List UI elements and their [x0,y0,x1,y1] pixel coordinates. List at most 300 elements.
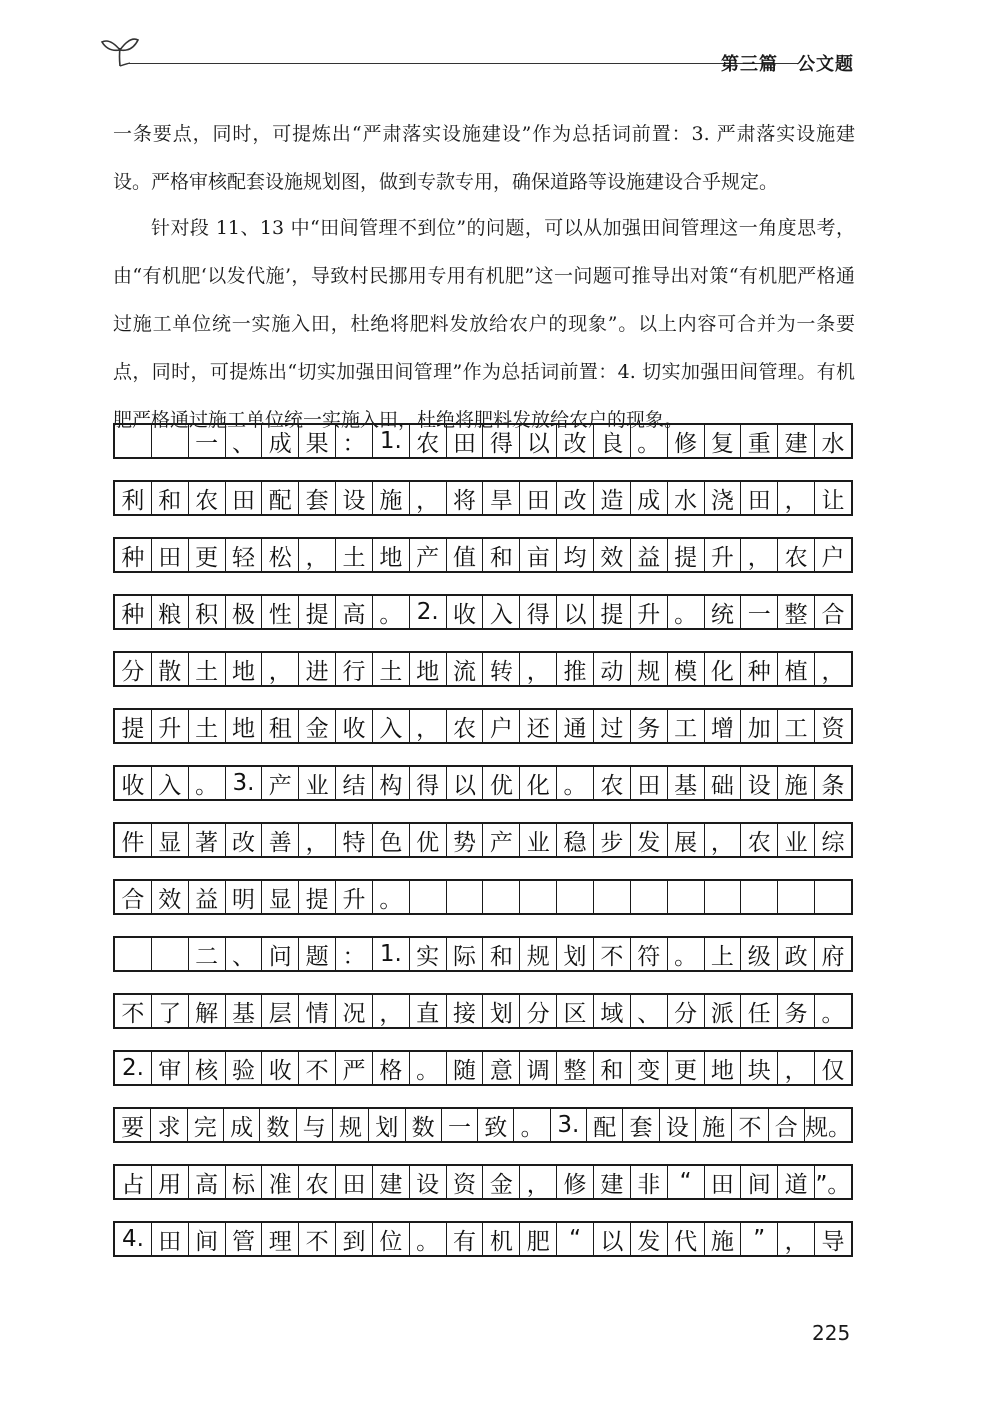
grid-cell: 地 [225,653,262,685]
grid-cell: ， [814,653,851,685]
grid-cell: 积 [188,596,225,628]
grid-cell: 分 [519,995,556,1027]
grid-cell: 提 [593,596,630,628]
grid-cell: 农 [188,482,225,514]
grid-cell: 解 [188,995,225,1027]
page-number: 225 [812,1321,851,1345]
grid-cell: 规 [630,653,667,685]
grid-cell: ， [777,1052,814,1084]
grid-cell: 要 [121,1114,145,1141]
grid-cell [740,881,777,913]
grid-cell: 过 [593,710,630,742]
grid-cell: 显 [151,824,188,856]
grid-cell: 稳 [556,824,593,856]
grid-cell: 极 [225,596,262,628]
grid-cell: 占 [121,1171,145,1198]
grid-cell: 非 [630,1166,667,1198]
grid-cell: 以 [519,425,556,457]
grid-cell: 不 [593,938,630,970]
grid-cell: 划 [482,995,519,1027]
grid-cell: 农 [777,539,814,571]
grid-cell: 和 [482,539,519,571]
grid-cell: 特 [335,824,372,856]
grid-cell: “ [667,1166,704,1198]
grid-row [113,765,853,801]
page-header [100,30,860,80]
grid-cell: 复 [704,425,741,457]
grid-cell: 任 [740,995,777,1027]
grid-cell: 优 [482,767,519,799]
grid-cell: 导 [814,1223,851,1255]
grid-cell: 业 [777,824,814,856]
grid-cell: 分 [121,658,145,685]
grid-cell: 金 [298,710,335,742]
grid-cell: 套 [622,1109,658,1141]
grid-cell: ： [335,938,372,970]
grid-cell: ， [261,653,298,685]
grid-cell: 农 [593,767,630,799]
grid-cell: 善 [261,824,298,856]
grid-cell: 府 [814,938,851,970]
grid-cell: 致 [477,1109,513,1141]
grid-cell: 求 [150,1109,186,1141]
grid-cell: 。 [409,1052,446,1084]
grid-cell: ， [409,482,446,514]
grid-cell: ， [777,1223,814,1255]
grid-cell: 资 [814,710,851,742]
grid-cell: 。 [372,596,409,628]
grid-cell: 、 [225,938,262,970]
grid-cell: ” [740,1223,777,1255]
grid-cell: 位 [372,1223,409,1255]
grid-cell: 建 [372,1166,409,1198]
grid-row [113,1107,853,1143]
grid-cell: 一 [740,596,777,628]
grid-cell: 配 [261,482,298,514]
grid-row [113,1050,853,1086]
body-paragraph-1: 一条要点，同时，可提炼出“严肃落实设施建设”作为总括词前置：3. 严肃落实设施建设。严格审核配套设施规划图，做到专款专用，确保道路等设施建设合乎规定。 [113,123,855,193]
grid-cell: 层 [261,995,298,1027]
grid-cell: 业 [298,767,335,799]
grid-cell: 户 [814,539,851,571]
grid-cell: 转 [482,653,519,685]
grid-cell: 效 [151,881,188,913]
grid-cell: 进 [298,653,335,685]
grid-cell [482,881,519,913]
grid-cell: 配 [586,1109,622,1141]
grid-cell: 设 [740,767,777,799]
grid-cell: ， [372,995,409,1027]
grid-cell: 务 [630,710,667,742]
grid-cell: 肥 [519,1223,556,1255]
grid-cell: 审 [151,1052,188,1084]
grid-cell: 轻 [225,539,262,571]
grid-cell: 核 [188,1052,225,1084]
grid-cell: 田 [519,482,556,514]
grid-cell: 分 [667,995,704,1027]
grid-cell [151,425,188,457]
grid-cell: 础 [704,767,741,799]
grid-cell: 结 [335,767,372,799]
grid-cell: ， [777,482,814,514]
grid-cell: 入 [372,710,409,742]
grid-cell: ， [704,824,741,856]
grid-cell: 4. [121,1226,144,1252]
grid-cell: ”。 [814,1166,851,1198]
grid-cell: 合 [814,596,851,628]
grid-cell [519,881,556,913]
grid-cell: 造 [593,482,630,514]
grid-cell: 用 [151,1166,188,1198]
grid-cell: 动 [593,653,630,685]
grid-cell: 成 [261,425,298,457]
grid-cell: 到 [335,1223,372,1255]
grid-cell: 管 [225,1223,262,1255]
grid-cell: ， [519,1166,556,1198]
grid-cell: 准 [261,1166,298,1198]
grid-cell: 以 [446,767,483,799]
grid-cell: 与 [296,1109,332,1141]
grid-row [113,936,853,972]
grid-cell: 通 [556,710,593,742]
grid-cell: 道 [777,1166,814,1198]
grid-cell: 建 [777,425,814,457]
grid-cell: 。 [556,767,593,799]
grid-cell: 设 [659,1109,695,1141]
grid-cell: 件 [121,829,145,856]
grid-row [113,1164,853,1200]
grid-cell: 加 [740,710,777,742]
grid-cell: ， [740,539,777,571]
grid-cell: 规。 [804,1109,851,1141]
grid-cell [446,881,483,913]
header-rule [128,63,798,64]
grid-cell: 和 [151,482,188,514]
grid-cell: 将 [446,482,483,514]
grid-cell: 实 [409,938,446,970]
grid-cell: 务 [777,995,814,1027]
grid-cell: 综 [814,824,851,856]
grid-cell: 块 [740,1052,777,1084]
grid-cell: 套 [298,482,335,514]
grid-cell: 工 [777,710,814,742]
grid-cell: 成 [223,1109,259,1141]
grid-cell: 还 [519,710,556,742]
grid-cell: 修 [556,1166,593,1198]
grid-cell: 良 [593,425,630,457]
grid-cell: 划 [368,1109,404,1141]
sprout-icon [100,30,140,70]
grid-cell: 升 [151,710,188,742]
grid-cell: 发 [630,824,667,856]
grid-row [113,480,853,516]
grid-cell: 问 [261,938,298,970]
grid-cell: 值 [446,539,483,571]
grid-cell: 一 [188,425,225,457]
grid-cell: 有 [446,1223,483,1255]
grid-cell: 得 [409,767,446,799]
grid-cell: 化 [519,767,556,799]
grid-cell: 种 [740,653,777,685]
grid-row [113,822,853,858]
grid-cell: 以 [556,596,593,628]
grid-cell: 验 [225,1052,262,1084]
grid-cell: 农 [298,1166,335,1198]
grid-cell [593,881,630,913]
grid-cell: ， [409,710,446,742]
grid-cell: 田 [335,1166,372,1198]
grid-cell: 土 [335,539,372,571]
grid-cell: 不 [298,1052,335,1084]
grid-cell: 模 [667,653,704,685]
grid-cell: 推 [556,653,593,685]
grid-cell: 土 [372,653,409,685]
grid-cell: 直 [409,995,446,1027]
grid-cell: 工 [667,710,704,742]
grid-cell: 利 [121,487,145,514]
grid-cell: 色 [372,824,409,856]
grid-cell: 改 [556,425,593,457]
grid-cell: 2. [121,1055,144,1081]
grid-cell: 松 [261,539,298,571]
grid-cell: 得 [482,425,519,457]
grid-cell: 合 [768,1109,804,1141]
grid-cell: 不 [121,1000,145,1027]
grid-cell: 变 [630,1052,667,1084]
grid-cell: 高 [335,596,372,628]
grid-cell: 情 [298,995,335,1027]
grid-cell: 升 [335,881,372,913]
grid-cell [630,881,667,913]
grid-cell: 施 [372,482,409,514]
grid-cell: 。 [372,881,409,913]
grid-cell: 植 [777,653,814,685]
grid-cell: 提 [667,539,704,571]
grid-cell: 构 [372,767,409,799]
grid-cell: ， [298,824,335,856]
grid-cell: 间 [188,1223,225,1255]
grid-cell: 上 [704,938,741,970]
grid-cell [151,938,188,970]
grid-cell: 派 [704,995,741,1027]
grid-cell: 不 [731,1109,767,1141]
grid-row [113,879,853,915]
grid-cell: 改 [225,824,262,856]
grid-cell: 况 [335,995,372,1027]
grid-cell: 机 [482,1223,519,1255]
grid-cell: 租 [261,710,298,742]
grid-cell: 田 [225,482,262,514]
grid-cell: 统 [704,596,741,628]
grid-cell: 产 [482,824,519,856]
grid-cell: 入 [151,767,188,799]
grid-cell: 题 [298,938,335,970]
grid-cell: 户 [482,710,519,742]
grid-cell: 散 [151,653,188,685]
grid-row [113,594,853,630]
grid-cell: 地 [372,539,409,571]
grid-cell: 3. [225,767,262,799]
grid-cell: 1. [372,938,409,970]
grid-cell: “ [556,1223,593,1255]
grid-cell: 收 [335,710,372,742]
grid-cell: 合 [121,886,145,913]
grid-cell: 标 [225,1166,262,1198]
grid-cell: 仅 [814,1052,851,1084]
grid-cell: 种 [121,544,145,571]
grid-cell: 和 [482,938,519,970]
grid-cell: 土 [188,710,225,742]
grid-cell: 规 [519,938,556,970]
grid-cell: 建 [593,1166,630,1198]
grid-cell: 果 [298,425,335,457]
grid-cell: 划 [556,938,593,970]
grid-cell: 区 [556,995,593,1027]
grid-cell: 农 [446,710,483,742]
grid-cell [115,425,151,457]
grid-cell: 和 [593,1052,630,1084]
grid-cell: 亩 [519,539,556,571]
grid-cell: 。 [513,1109,549,1141]
grid-cell: 更 [667,1052,704,1084]
grid-cell: 升 [704,539,741,571]
grid-cell: 地 [225,710,262,742]
grid-cell: 著 [188,824,225,856]
grid-cell: 地 [704,1052,741,1084]
grid-cell [667,881,704,913]
section-title: 第三篇 公文题 [721,54,854,75]
grid-cell: 符 [630,938,667,970]
grid-cell: 田 [151,539,188,571]
grid-cell: 效 [593,539,630,571]
grid-row [113,423,853,459]
grid-cell: 规 [332,1109,368,1141]
grid-cell: 步 [593,824,630,856]
grid-cell: 显 [261,881,298,913]
grid-cell: 施 [695,1109,731,1141]
grid-cell: 种 [121,601,145,628]
grid-cell: 整 [777,596,814,628]
grid-cell: 设 [409,1166,446,1198]
grid-cell: 了 [151,995,188,1027]
grid-cell: 高 [188,1166,225,1198]
grid-cell: 。 [188,767,225,799]
grid-cell: 。 [630,425,667,457]
grid-cell: 修 [667,425,704,457]
grid-cell: 势 [446,824,483,856]
grid-cell: 得 [519,596,556,628]
grid-cell [777,881,814,913]
grid-cell [409,881,446,913]
grid-cell: 严 [335,1052,372,1084]
grid-cell: 收 [261,1052,298,1084]
grid-cell: 农 [740,824,777,856]
grid-cell: 展 [667,824,704,856]
grid-cell: 数 [405,1109,441,1141]
grid-cell: 金 [482,1166,519,1198]
grid-cell: 。 [409,1223,446,1255]
grid-cell: 基 [225,995,262,1027]
grid-row [113,708,853,744]
grid-cell: 化 [704,653,741,685]
grid-cell: 田 [704,1166,741,1198]
grid-cell: 行 [335,653,372,685]
grid-cell: 益 [630,539,667,571]
grid-cell: 水 [667,482,704,514]
grid-cell: 基 [667,767,704,799]
grid-cell: 际 [446,938,483,970]
grid-cell: 整 [556,1052,593,1084]
grid-cell: 施 [777,767,814,799]
grid-cell: ： [335,425,372,457]
grid-cell: 级 [740,938,777,970]
grid-cell: 优 [409,824,446,856]
grid-cell: 代 [667,1223,704,1255]
grid-cell: 域 [593,995,630,1027]
grid-cell: 均 [556,539,593,571]
grid-cell: 粮 [151,596,188,628]
grid-cell: 1. [372,425,409,457]
grid-cell: 明 [225,881,262,913]
grid-row [113,537,853,573]
grid-cell: 。 [667,938,704,970]
grid-cell: 收 [121,772,145,799]
grid-cell: 数 [259,1109,295,1141]
grid-cell: 地 [409,653,446,685]
grid-cell [704,881,741,913]
grid-cell: 田 [151,1223,188,1255]
grid-cell [115,938,151,970]
grid-cell: 。 [814,995,851,1027]
grid-cell: 以 [593,1223,630,1255]
grid-cell: 性 [261,596,298,628]
grid-row [113,1221,853,1257]
grid-cell: 资 [446,1166,483,1198]
grid-cell: 提 [121,715,145,742]
grid-cell: 益 [188,881,225,913]
grid-cell: 、 [225,425,262,457]
grid-cell: 田 [446,425,483,457]
grid-cell: 土 [188,653,225,685]
grid-cell: 流 [446,653,483,685]
grid-cell: 间 [740,1166,777,1198]
grid-cell: 田 [740,482,777,514]
grid-cell: 重 [740,425,777,457]
grid-cell: 、 [630,995,667,1027]
grid-cell: 浇 [704,482,741,514]
grid-cell: 施 [704,1223,741,1255]
grid-cell: 水 [814,425,851,457]
grid-cell [814,881,851,913]
grid-row [113,651,853,687]
grid-cell: 增 [704,710,741,742]
grid-cell: 更 [188,539,225,571]
grid-cell: 随 [446,1052,483,1084]
grid-cell: 设 [335,482,372,514]
grid-cell: 政 [777,938,814,970]
grid-cell: 提 [298,881,335,913]
grid-cell: 成 [630,482,667,514]
grid-cell: 3. [550,1109,586,1141]
grid-cell: 一 [441,1109,477,1141]
grid-cell: 产 [409,539,446,571]
grid-cell: 2. [409,596,446,628]
answer-grid [113,423,853,1278]
grid-cell: 意 [482,1052,519,1084]
grid-cell: 格 [372,1052,409,1084]
grid-cell: ， [298,539,335,571]
grid-cell: 产 [261,767,298,799]
